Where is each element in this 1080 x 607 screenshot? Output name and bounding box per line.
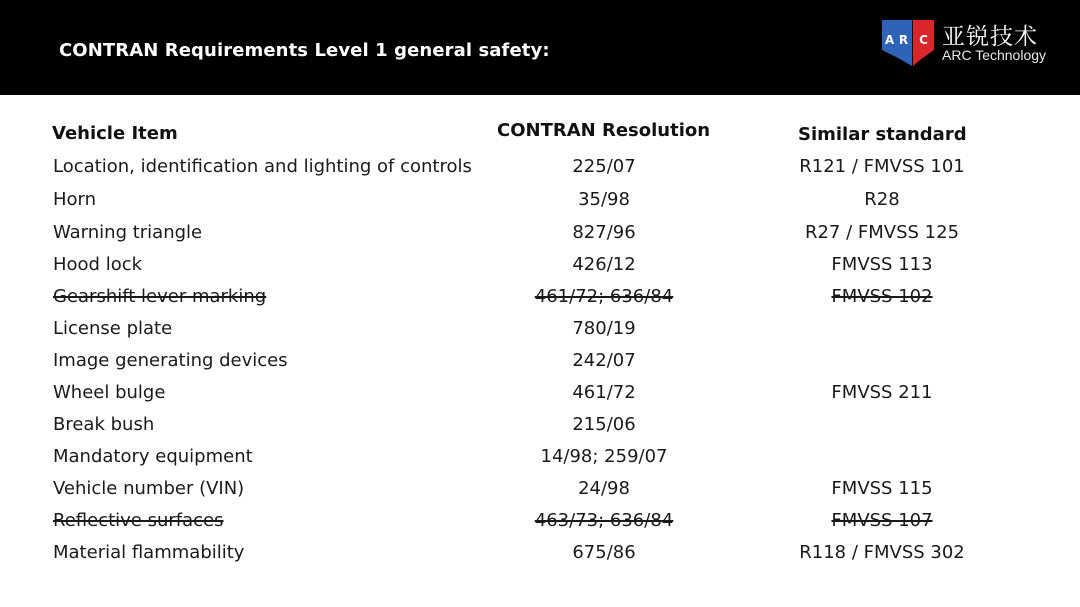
vehicle-item-cell: Horn bbox=[53, 189, 97, 210]
standard-cell: R28 bbox=[864, 189, 900, 210]
logo-letter-a: A bbox=[884, 33, 895, 47]
arc-logo bbox=[880, 16, 1060, 72]
standard-cell: FMVSS 113 bbox=[831, 254, 933, 275]
resolution-cell: 461/72 bbox=[572, 382, 636, 403]
resolution-cell: 827/96 bbox=[572, 222, 636, 243]
vehicle-item-cell: Wheel bulge bbox=[53, 382, 166, 403]
standard-cell: R118 / FMVSS 302 bbox=[799, 542, 965, 563]
vehicle-item-cell: Material flammability bbox=[53, 542, 245, 563]
vehicle-item-cell: Warning triangle bbox=[53, 222, 203, 243]
vehicle-item-cell: Hood lock bbox=[53, 254, 143, 275]
column-header-vehicle-item: Vehicle Item bbox=[52, 123, 178, 144]
header-bar bbox=[0, 0, 1080, 95]
vehicle-item-cell: License plate bbox=[53, 318, 173, 339]
resolution-cell: 225/07 bbox=[572, 156, 636, 177]
vehicle-item-cell: Image generating devices bbox=[53, 350, 288, 371]
logo-chinese-name: 亚锐技术 bbox=[942, 24, 1038, 50]
column-header-contran-resolution: CONTRAN Resolution bbox=[497, 120, 711, 141]
resolution-cell: 14/98; 259/07 bbox=[540, 446, 668, 467]
standard-cell: FMVSS 211 bbox=[831, 382, 933, 403]
column-header-similar-standard: Similar standard bbox=[798, 124, 967, 145]
logo-letter-c: C bbox=[919, 33, 928, 47]
standard-cell: R27 / FMVSS 125 bbox=[804, 222, 960, 243]
vehicle-item-cell: Break bush bbox=[53, 414, 155, 435]
vehicle-item-cell: Gearshift lever marking bbox=[53, 286, 267, 307]
arc-logo-mark-icon bbox=[880, 16, 936, 72]
resolution-cell: 780/19 bbox=[572, 318, 636, 339]
resolution-cell: 461/72; 636/84 bbox=[534, 286, 674, 307]
slide-title: CONTRAN Requirements Level 1 general safety: bbox=[59, 40, 550, 61]
resolution-cell: 215/06 bbox=[572, 414, 636, 435]
logo-english-name: ARC Technology bbox=[942, 47, 1047, 63]
standard-cell: R121 / FMVSS 101 bbox=[799, 156, 965, 177]
vehicle-item-cell: Vehicle number (VIN) bbox=[53, 478, 245, 499]
resolution-cell: 675/86 bbox=[572, 542, 636, 563]
resolution-cell: 463/73; 636/84 bbox=[534, 510, 674, 531]
vehicle-item-cell: Mandatory equipment bbox=[53, 446, 253, 467]
standard-cell: FMVSS 107 bbox=[831, 510, 933, 531]
standard-cell: FMVSS 102 bbox=[831, 286, 933, 307]
resolution-cell: 24/98 bbox=[578, 478, 630, 499]
resolution-cell: 35/98 bbox=[578, 189, 630, 210]
vehicle-item-cell: Reflective surfaces bbox=[53, 510, 224, 531]
resolution-cell: 426/12 bbox=[572, 254, 636, 275]
vehicle-item-cell: Location, identification and lighting of controls bbox=[53, 156, 472, 177]
standard-cell: FMVSS 115 bbox=[831, 478, 933, 499]
logo-letter-r: R bbox=[898, 33, 909, 47]
resolution-cell: 242/07 bbox=[572, 350, 636, 371]
